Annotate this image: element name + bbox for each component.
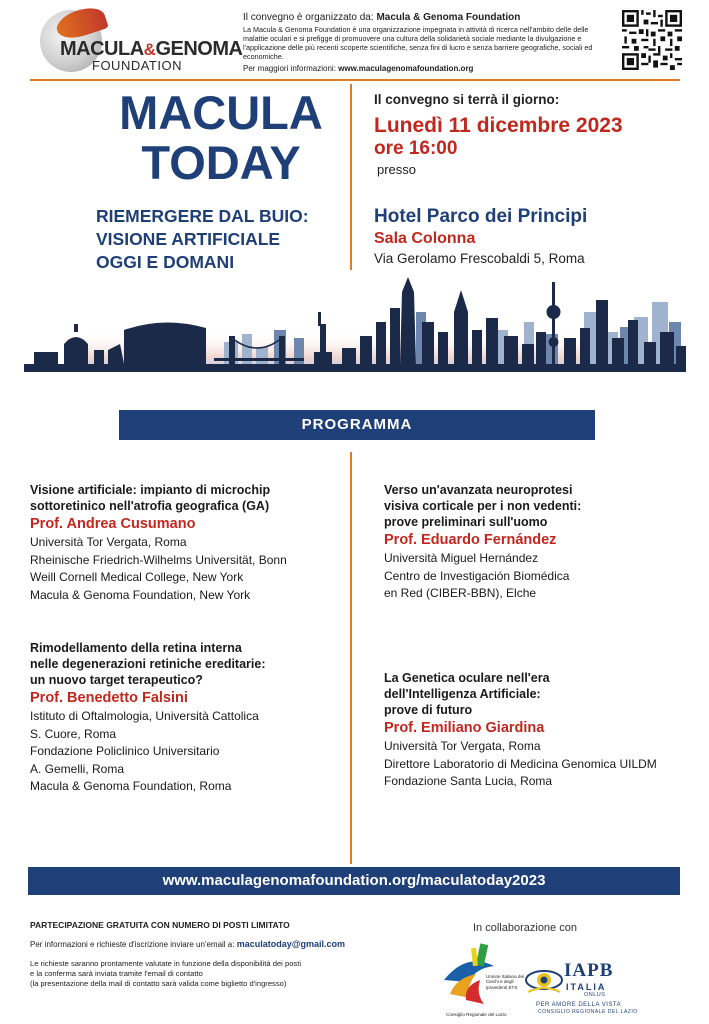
registration-note xyxy=(30,959,430,989)
event-time: ore 16:00 xyxy=(374,138,458,159)
iapb-onlus: ONLUS xyxy=(584,992,606,998)
talk-title-line: Rimodellamento della retina interna xyxy=(30,641,242,655)
affiliation-line: Fondazione Policlinico Universitario xyxy=(30,744,220,758)
event-intro: Il convegno si terrà il giorno: xyxy=(374,92,560,107)
event-date: Lunedì 11 dicembre 2023 xyxy=(374,114,623,137)
talk-title-line: prove preliminari sull'uomo xyxy=(384,515,548,529)
talk-affiliations xyxy=(384,738,694,791)
top-column-divider xyxy=(350,84,352,270)
affiliation-line: Istituto di Oftalmologia, Università Cattolica xyxy=(30,709,259,723)
talk-title-line: nelle degenerazioni retiniche ereditarie: xyxy=(30,657,266,671)
event-subtitle-line1: RIEMERGERE DAL BUIO: xyxy=(96,206,309,226)
talk-title-line: Verso un'avanzata neuroprotesi xyxy=(384,483,573,497)
event-subtitle-line2: VISIONE ARTIFICIALE xyxy=(96,229,281,249)
registration-note-line: e la conferma sarà inviata tramite l'email di contatto xyxy=(30,969,203,978)
venue-details xyxy=(374,205,694,269)
collaboration-label: In collaborazione con xyxy=(473,922,577,934)
talk-card-giardina xyxy=(384,670,694,791)
footer-registration xyxy=(30,920,430,989)
talk-title xyxy=(30,640,340,688)
organizer-description: La Macula & Genoma Foundation è una organizzazione impegnata in attività di ricerca nell'ambito delle delle malattie oculari e si prefigge di promuovere una cultura della solidarietà sociale mediante la divulgazione e l'applicazione delle più recenti scoperte scientifiche, senza fini di lucro e senza barriere geografiche, sociali ed economiche. xyxy=(243,25,593,61)
program-heading: PROGRAMMA xyxy=(119,410,595,440)
talk-title-line: Visione artificiale: impianto di microchip xyxy=(30,483,271,497)
logo-subwordmark: FOUNDATION xyxy=(92,58,182,73)
organizer-title: Il convegno è organizzato da: Macula & Genoma Foundation xyxy=(243,12,521,23)
event-details xyxy=(374,92,694,177)
registration-heading: PARTECIPAZIONE GRATUITA CON NUMERO DI POSTI LIMITATO xyxy=(30,920,290,930)
talk-title-line: La Genetica oculare nell'era xyxy=(384,671,550,685)
talk-card-cusumano xyxy=(30,482,340,604)
talk-affiliations xyxy=(30,708,340,796)
uici-region: Consiglio Regionale del Lazio xyxy=(446,1012,507,1017)
affiliation-line: Rheinische Friedrich-Wilhelms Universität, Bonn xyxy=(30,552,287,567)
city-skyline-illustration xyxy=(24,272,686,397)
talk-title-line: dell'Intelligenza Artificiale: xyxy=(384,687,541,701)
affiliation-line: S. Cuore, Roma xyxy=(30,726,117,741)
iapb-title: IAPB xyxy=(564,960,614,981)
registration-info: Per informazioni e richieste d'iscrizione inviare un'email a: maculatoday@gmail.com xyxy=(30,939,346,949)
iapb-eye-icon xyxy=(524,962,564,1002)
venue-room: Sala Colonna xyxy=(374,230,476,247)
affiliation-line: Weill Cornell Medical College, New York xyxy=(30,570,244,584)
event-url-link[interactable]: www.maculagenomafoundation.org/maculatoday2023 xyxy=(28,867,680,895)
talk-title-line: prove di futuro xyxy=(384,703,473,717)
qr-code-icon[interactable] xyxy=(622,10,682,70)
affiliation-line: Università Tor Vergata, Roma xyxy=(30,535,187,549)
affiliation-line: Macula & Genoma Foundation, Roma xyxy=(30,779,232,793)
iapb-region: CONSIGLIO REGIONALE DEL LAZIO xyxy=(538,1009,638,1015)
talk-title xyxy=(384,670,694,718)
talk-affiliations xyxy=(30,534,340,604)
affiliation-line: Fondazione Santa Lucia, Roma xyxy=(384,774,553,788)
affiliation-line: A. Gemelli, Roma xyxy=(30,761,125,776)
header-divider xyxy=(30,79,680,81)
talk-title xyxy=(384,482,684,530)
talk-speaker: Prof. Eduardo Fernández xyxy=(384,532,557,548)
event-subtitle-line3: OGGI E DOMANI xyxy=(96,252,235,272)
organizer-more: Per maggiori informazioni: www.maculagenomafoundation.org xyxy=(243,64,474,73)
logo-wordmark: MACULA&GENOMA xyxy=(60,38,243,60)
event-subtitle xyxy=(96,205,346,274)
organizer-info xyxy=(243,11,613,73)
uici-name: Unione Italiana dei Ciechi e degli Ipovedenti ETS xyxy=(486,974,525,990)
iapb-tagline: PER AMORE DELLA VISTA xyxy=(536,1002,622,1008)
header xyxy=(0,0,709,80)
talk-speaker: Prof. Andrea Cusumano xyxy=(30,516,196,532)
talk-affiliations xyxy=(384,550,684,603)
affiliation-line: Macula & Genoma Foundation, New York xyxy=(30,587,251,602)
event-title xyxy=(118,88,324,188)
affiliation-line: Centro de Investigación Biomédica xyxy=(384,568,570,583)
talk-card-fernandez xyxy=(384,482,684,603)
venue-name: Hotel Parco dei Principi xyxy=(374,206,588,227)
affiliation-line: Università Tor Vergata, Roma xyxy=(384,739,541,753)
foundation-logo xyxy=(34,8,243,73)
event-title-line2: TODAY xyxy=(141,136,301,189)
talk-speaker: Prof. Emiliano Giardina xyxy=(384,720,545,736)
affiliation-line: Università Miguel Hernández xyxy=(384,551,539,565)
talk-speaker: Prof. Benedetto Falsini xyxy=(30,690,188,706)
organizer-url-link[interactable]: www.maculagenomafoundation.org xyxy=(338,64,474,73)
talk-card-falsini xyxy=(30,640,340,796)
event-presso: presso xyxy=(377,162,417,177)
talk-title xyxy=(30,482,340,514)
iapb-subtitle: ITALIA xyxy=(566,982,607,992)
venue-address: Via Gerolamo Frescobaldi 5, Roma xyxy=(374,251,585,266)
talk-title-line: visiva corticale per i non vedenti: xyxy=(384,499,582,513)
talk-title-line: un nuovo target terapeutico? xyxy=(30,673,203,687)
iapb-logo xyxy=(524,958,664,1016)
registration-note-line: (la presentazione della mail di contatto sarà valida come biglietto d'ingresso) xyxy=(30,979,287,988)
talk-title-line: sottoretinico nell'atrofia geografica (GA) xyxy=(30,499,270,513)
affiliation-line: Direttore Laboratorio di Medicina Genomica UILDM xyxy=(384,756,657,771)
registration-email-link[interactable]: maculatoday@gmail.com xyxy=(236,939,346,949)
program-column-divider xyxy=(350,452,352,864)
event-title-line1: MACULA xyxy=(119,86,323,139)
affiliation-line: en Red (CIBER-BBN), Elche xyxy=(384,586,537,600)
registration-note-line: Le richieste saranno prontamente valutate in funzione della disponibilità dei posti xyxy=(30,959,302,968)
